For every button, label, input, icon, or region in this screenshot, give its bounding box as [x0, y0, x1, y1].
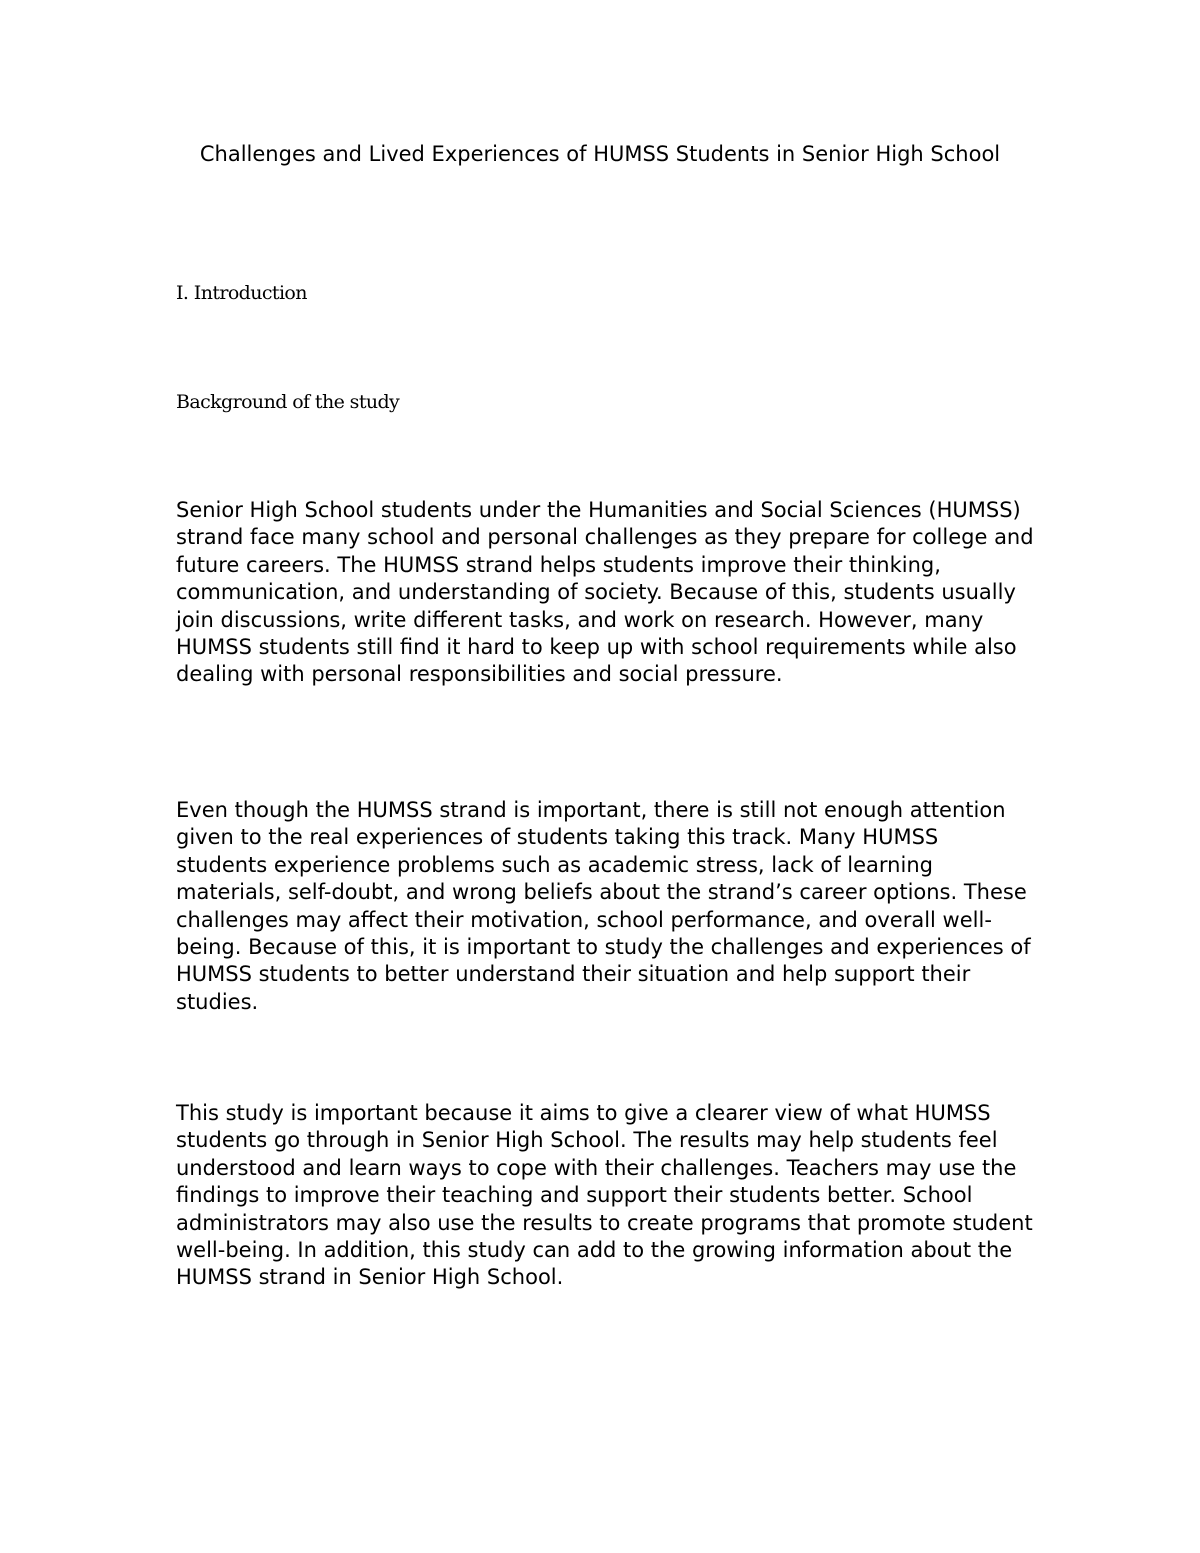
body-paragraph: This study is important because it aims to give a clearer view of what HUMSS students go through in Senior High School. The results may help students feel understood and learn ways to cope with their challenges. Teachers may use the findings to improve their teaching and support their students better. School administrators may also use the results to create programs that promote student well-being. In addition, this study can add to the growing information about the HUMSS strand in Senior High School. — [176, 1101, 1033, 1290]
body-paragraph: Even though the HUMSS strand is important, there is still not enough attention given to the real experiences of students taking this track. Many HUMSS students experience problems such as academic stress, lack of learning materials, self-doubt, and wrong beliefs about the strand’s career options. These challenges may affect their motivation, school performance, and overall well-being. Because of this, it is important to study the challenges and experiences of HUMSS students to better understand their situation and help support their studies. — [176, 798, 1031, 1014]
body-paragraph: Senior High School students under the Humanities and Social Sciences (HUMSS) strand face many school and personal challenges as they prepare for college and future careers. The HUMSS strand helps students improve their thinking, communication, and understanding of society. Because of this, students usually join discussions, write different tasks, and work on research. However, many HUMSS students still find it hard to keep up with school requirements while also dealing with personal responsibilities and social pressure. — [176, 498, 1034, 687]
subsection-heading-background: Background of the study — [176, 391, 400, 413]
document-title: Challenges and Lived Experiences of HUMSS Students in Senior High School — [199, 142, 1001, 166]
section-heading-introduction: I. Introduction — [176, 282, 307, 304]
